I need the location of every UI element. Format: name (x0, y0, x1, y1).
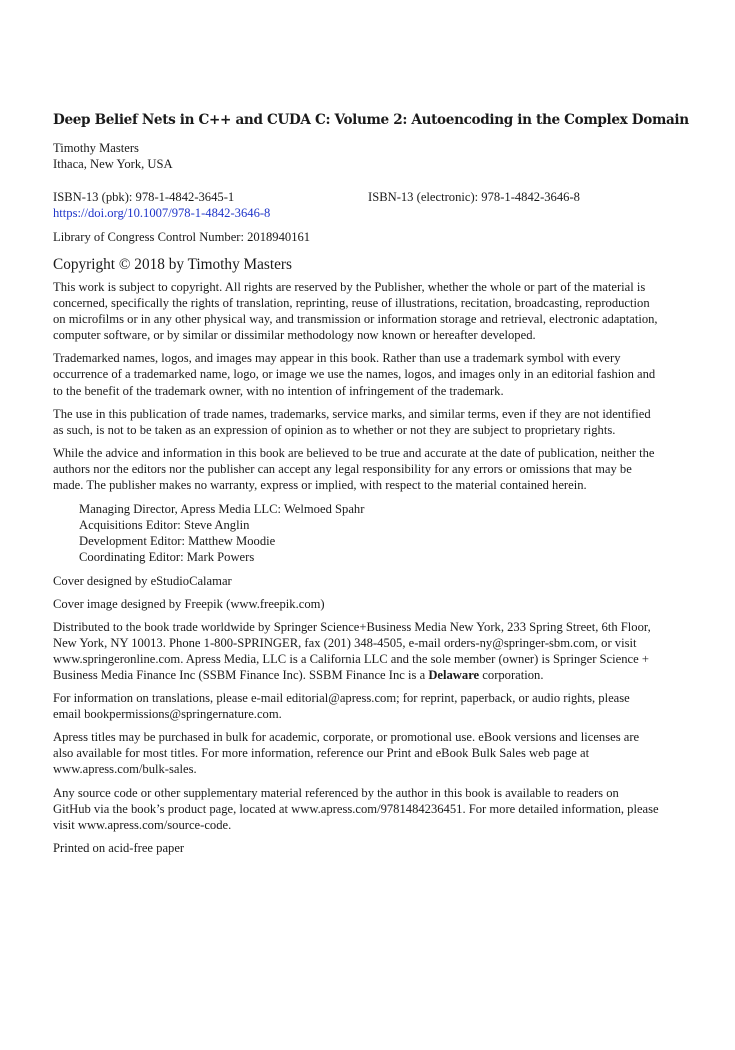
isbn-electronic: ISBN-13 (electronic): 978-1-4842-3646-8 (368, 190, 580, 204)
coordinating-editor: Coordinating Editor: Mark Powers (79, 550, 255, 565)
distribution-bold-word: Delaware (428, 667, 480, 682)
translations-paragraph: For information on translations, please e-mail editorial@apress.com; for reprint, paperback, or audio rights, please email bookpermissions@springernature.com. (53, 691, 630, 722)
lccn: Library of Congress Control Number: 2018940161 (53, 230, 311, 244)
isbn-block (53, 189, 659, 221)
trade-names-paragraph: The use in this publication of trade names, trademarks, service marks, and similar terms, even if they are not identified as such, is not to be taken as an expression of opinion as to whether or not they are subject to proprietary rights. (53, 406, 651, 437)
bulk-paragraph: Apress titles may be purchased in bulk for academic, corporate, or promotional use. eBook versions and licenses are also available for most titles. For more information, reference our Print and eBook Bulk Sales web page at www.apress.com/bulk-sales. (53, 730, 640, 777)
source-code-paragraph: Any source code or other supplementary material referenced by the author in this book is available to readers on GitHub via the book’s product page, located at www.apress.com/9781484236451. For more detailed information, please visit www.apress.com/source-code. (53, 785, 659, 832)
author-block (53, 140, 659, 172)
rights-paragraph: This work is subject to copyright. All rights are reserved by the Publisher, whether the whole or part of the material is concerned, specifically the rights of translation, reprinting, reuse of illustrations, recitation, broadcasting, reproduction on microfilms or in any other physical way, and transmission or information storage and retrieval, electronic adaptation, computer software, or by similar or dissimilar methodology now known or hereafter developed. (53, 280, 658, 343)
distribution-text: Distributed to the book trade worldwide by Springer Science+Business Media New York, 233 Spring Street, 6th Floor, New York, NY 10013. Phone 1-800-SPRINGER, fax (201) 348-4505, e-mail orders-ny@springer-sbm.com, or visit www.springeronline.com. Apress Media, LLC is a California LLC and the sole member (owner) is Springer Science + Business Media Finance Inc (SSBM Finance Inc). SSBM Finance Inc is a (53, 619, 651, 682)
doi-link[interactable]: https://doi.org/10.1007/978-1-4842-3646-8 (53, 206, 271, 220)
author-name: Timothy Masters (53, 141, 139, 155)
copyright-line: Copyright © 2018 by Timothy Masters (53, 256, 292, 273)
managing-director: Managing Director, Apress Media LLC: Welmoed Spahr (79, 502, 365, 517)
development-editor: Development Editor: Matthew Moodie (79, 534, 276, 549)
copyright-page (53, 111, 689, 863)
trademarks-paragraph: Trademarked names, logos, and images may appear in this book. Rather than use a trademark symbol with every occurrence of a trademarked name, logo, or image we use the names, logos, and images only in an editorial fashion and to the benefit of the trademark owner, with no intention of infringement of the trademark. (53, 351, 656, 398)
author-location: Ithaca, New York, USA (53, 157, 173, 171)
distribution-paragraph (53, 619, 659, 683)
cover-design: Cover designed by eStudioCalamar (53, 573, 232, 588)
acquisitions-editor: Acquisitions Editor: Steve Anglin (79, 518, 250, 533)
printed-note: Printed on acid-free paper (53, 840, 185, 855)
distribution-suffix: corporation. (479, 667, 544, 682)
isbn-print: ISBN-13 (pbk): 978-1-4842-3645-1 (53, 190, 235, 204)
editors-list (79, 501, 659, 565)
isbn-row (53, 189, 659, 205)
cover-image: Cover image designed by Freepik (www.freepik.com) (53, 596, 325, 611)
book-title: Deep Belief Nets in C++ and CUDA C: Volume 2: Autoencoding in the Complex Domain (53, 112, 689, 128)
disclaimer-paragraph: While the advice and information in this book are believed to be true and accurate at the date of publication, neither the authors nor the editors nor the publisher can accept any legal responsibility for any errors or omissions that may be made. The publisher makes no warranty, express or implied, with respect to the material contained herein. (53, 445, 655, 493)
